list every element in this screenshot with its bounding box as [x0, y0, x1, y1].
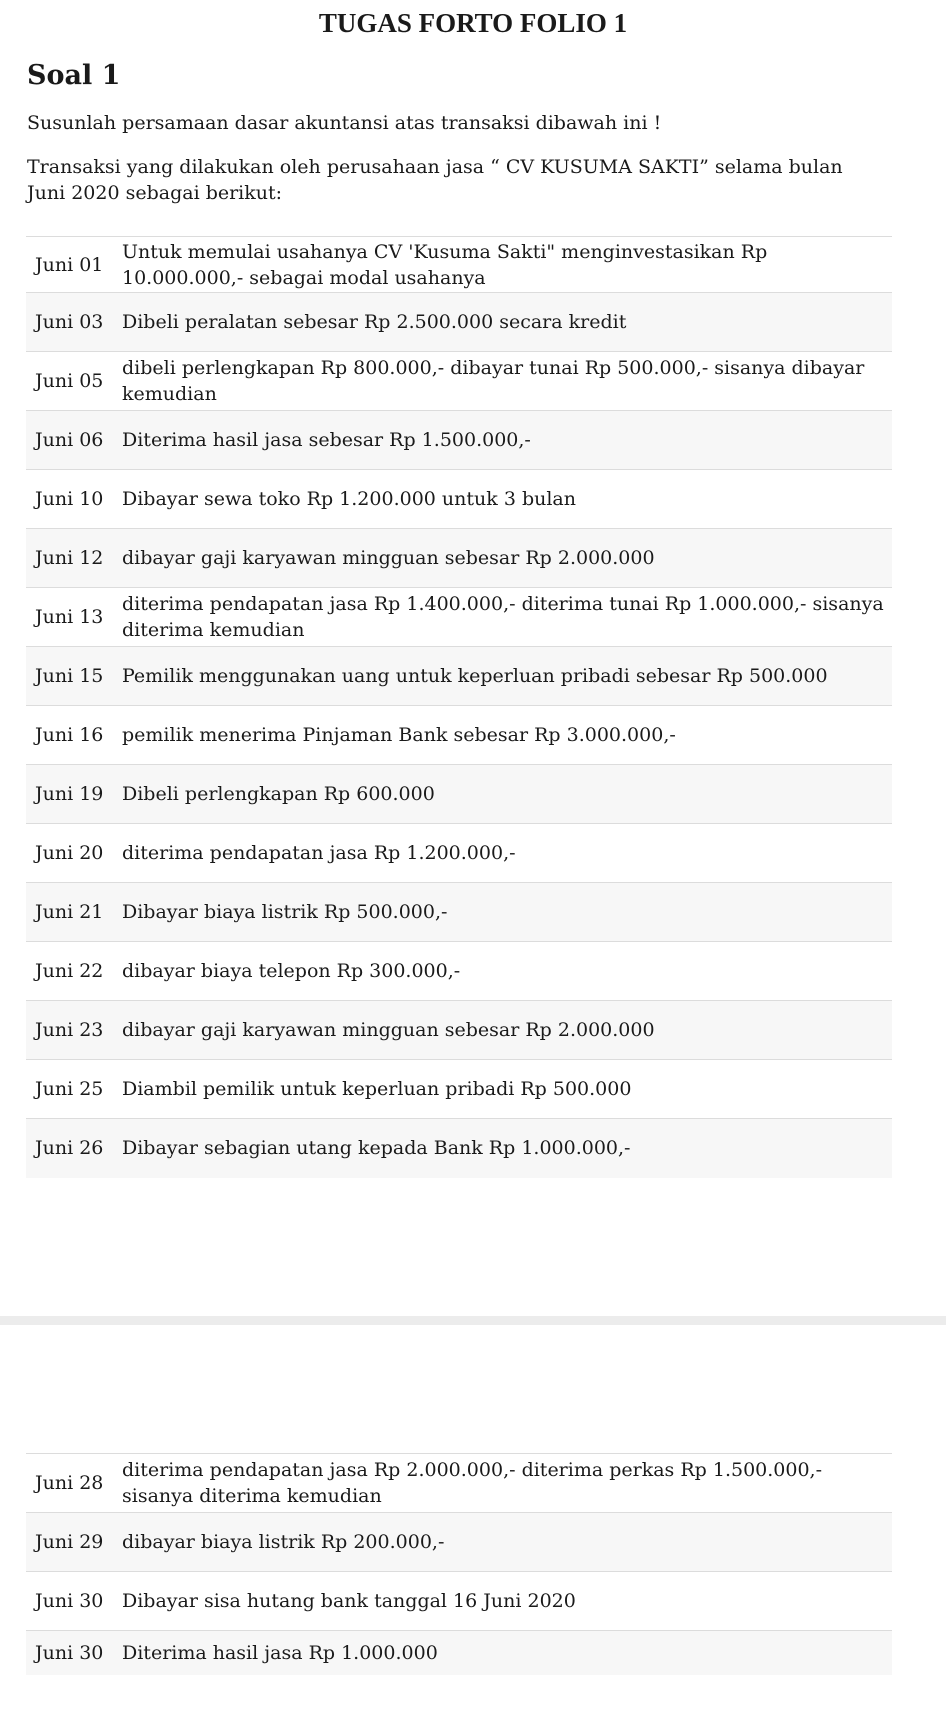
transaction-description: dibayar biaya telepon Rp 300.000,- — [122, 942, 892, 1001]
transaction-date: Juni 03 — [26, 293, 122, 352]
intro-text: Transaksi yang dilakukan oleh perusahaan jasa “ CV KUSUMA SAKTI” selama bulan Juni 2020 sebagai berikut: — [27, 156, 843, 204]
transaction-description: dibayar gaji karyawan mingguan sebesar Rp 2.000.000 — [122, 1001, 892, 1060]
transactions-table — [26, 236, 892, 1178]
transaction-description: Untuk memulai usahanya CV 'Kusuma Sakti" menginvestasikan Rp 10.000.000,- sebagai modal usahanya — [122, 237, 892, 293]
transaction-date: Juni 23 — [26, 1001, 122, 1060]
transaction-description: Diambil pemilik untuk keperluan pribadi Rp 500.000 — [122, 1060, 892, 1119]
transaction-description: pemilik menerima Pinjaman Bank sebesar Rp 3.000.000,- — [122, 706, 892, 765]
transaction-row — [26, 1119, 892, 1178]
transaction-date: Juni 20 — [26, 824, 122, 883]
transaction-date: Juni 05 — [26, 352, 122, 411]
transaction-row — [26, 411, 892, 470]
transaction-description: Dibayar sisa hutang bank tanggal 16 Juni 2020 — [122, 1572, 892, 1631]
transaction-date: Juni 06 — [26, 411, 122, 470]
transaction-date: Juni 22 — [26, 942, 122, 1001]
transaction-row — [26, 647, 892, 706]
transaction-description: Diterima hasil jasa sebesar Rp 1.500.000,- — [122, 411, 892, 470]
transaction-date: Juni 28 — [26, 1454, 122, 1513]
transaction-row — [26, 588, 892, 647]
transaction-date: Juni 26 — [26, 1119, 122, 1178]
transaction-date: Juni 12 — [26, 529, 122, 588]
transaction-row — [26, 470, 892, 529]
transaction-description: dibayar biaya listrik Rp 200.000,- — [122, 1513, 892, 1572]
transaction-row — [26, 1454, 892, 1513]
document-title: TUGAS FORTO FOLIO 1 — [318, 8, 628, 38]
transaction-date: Juni 30 — [26, 1572, 122, 1631]
transaction-date: Juni 16 — [26, 706, 122, 765]
transaction-row — [26, 293, 892, 352]
transaction-row — [26, 1060, 892, 1119]
transaction-description: Pemilik menggunakan uang untuk keperluan pribadi sebesar Rp 500.000 — [122, 647, 892, 706]
transaction-date: Juni 21 — [26, 883, 122, 942]
transaction-row — [26, 1572, 892, 1631]
transaction-row — [26, 1001, 892, 1060]
transaction-description: dibayar gaji karyawan mingguan sebesar Rp 2.000.000 — [122, 529, 892, 588]
transaction-date: Juni 15 — [26, 647, 122, 706]
transaction-date: Juni 25 — [26, 1060, 122, 1119]
transaction-description: Dibeli perlengkapan Rp 600.000 — [122, 765, 892, 824]
transaction-description: Dibayar sebagian utang kepada Bank Rp 1.000.000,- — [122, 1119, 892, 1178]
transactions-table-continued — [26, 1453, 892, 1675]
transaction-date: Juni 29 — [26, 1513, 122, 1572]
section-title: Soal 1 — [27, 60, 121, 91]
transaction-date: Juni 10 — [26, 470, 122, 529]
page-separator — [0, 1316, 946, 1325]
transaction-description: Dibeli peralatan sebesar Rp 2.500.000 secara kredit — [122, 293, 892, 352]
transaction-description: Dibayar sewa toko Rp 1.200.000 untuk 3 bulan — [122, 470, 892, 529]
transaction-description: diterima pendapatan jasa Rp 2.000.000,- diterima perkas Rp 1.500.000,- sisanya diterima kemudian — [122, 1454, 892, 1513]
transaction-row — [26, 883, 892, 942]
transaction-date: Juni 01 — [26, 237, 122, 293]
transaction-row — [26, 706, 892, 765]
transaction-row — [26, 942, 892, 1001]
transaction-row — [26, 824, 892, 883]
transaction-row — [26, 1631, 892, 1675]
transaction-description: dibeli perlengkapan Rp 800.000,- dibayar tunai Rp 500.000,- sisanya dibayar kemudian — [122, 352, 892, 411]
transaction-row — [26, 529, 892, 588]
transaction-date: Juni 30 — [26, 1631, 122, 1675]
transaction-row — [26, 765, 892, 824]
transaction-description: diterima pendapatan jasa Rp 1.400.000,- diterima tunai Rp 1.000.000,- sisanya diterima kemudian — [122, 588, 892, 647]
transaction-description: diterima pendapatan jasa Rp 1.200.000,- — [122, 824, 892, 883]
transaction-description: Dibayar biaya listrik Rp 500.000,- — [122, 883, 892, 942]
transaction-date: Juni 13 — [26, 588, 122, 647]
transaction-row — [26, 237, 892, 293]
instruction-text: Susunlah persamaan dasar akuntansi atas transaksi dibawah ini ! — [27, 112, 662, 134]
transaction-date: Juni 19 — [26, 765, 122, 824]
transaction-row — [26, 1513, 892, 1572]
transaction-description: Diterima hasil jasa Rp 1.000.000 — [122, 1631, 892, 1675]
document-page-2 — [0, 1325, 946, 1712]
transaction-row — [26, 352, 892, 411]
